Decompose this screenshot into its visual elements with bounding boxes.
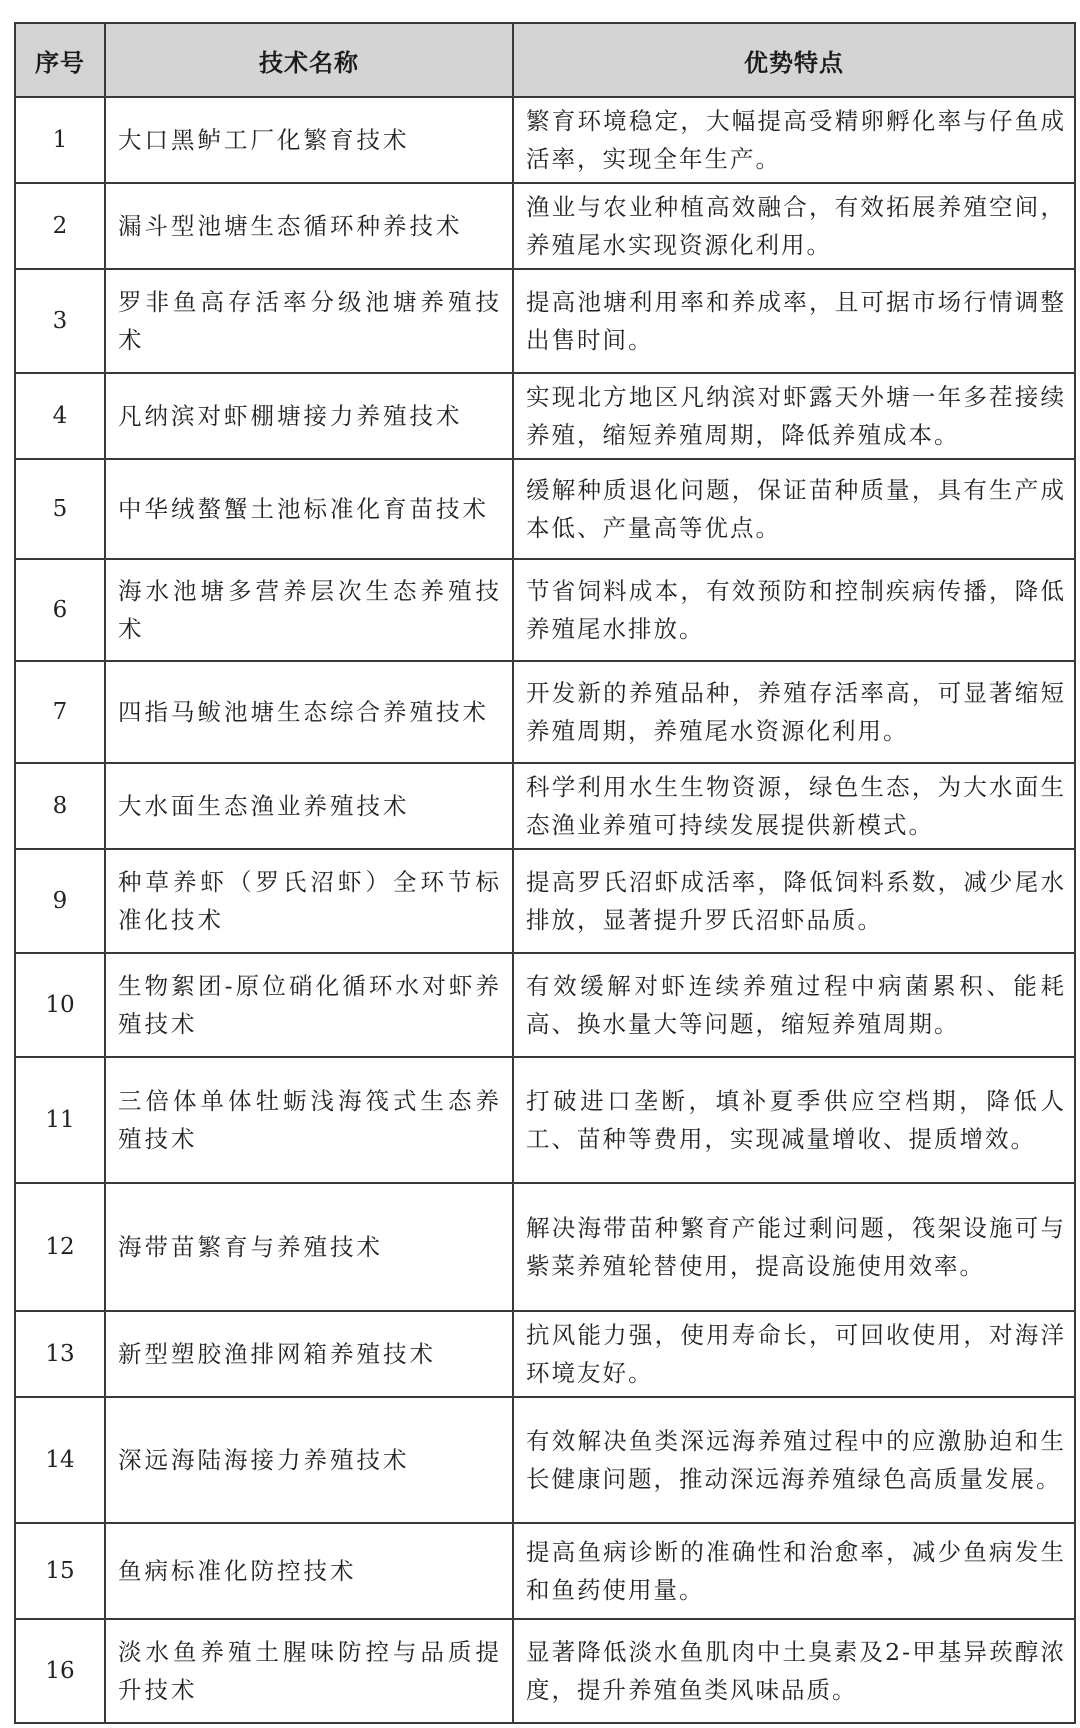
table-row: [15, 459, 1075, 559]
row-index: 4: [15, 373, 105, 459]
header-advantage: 优势特点: [513, 23, 1075, 97]
row-name: 大口黑鲈工厂化繁育技术: [105, 97, 513, 183]
table-row: [15, 559, 1075, 661]
row-index: 16: [15, 1619, 105, 1723]
row-index: 3: [15, 269, 105, 373]
table-row: [15, 953, 1075, 1057]
header-index: 序号: [15, 23, 105, 97]
row-advantage: 提高鱼病诊断的准确性和治愈率，减少鱼病发生和鱼药使用量。: [513, 1523, 1075, 1619]
row-index: 2: [15, 183, 105, 269]
row-name: 淡水鱼养殖土腥味防控与品质提升技术: [105, 1619, 513, 1723]
row-advantage: 实现北方地区凡纳滨对虾露天外塘一年多茬接续养殖，缩短养殖周期，降低养殖成本。: [513, 373, 1075, 459]
table-row: [15, 1183, 1075, 1311]
table-row: [15, 373, 1075, 459]
table-row: [15, 1619, 1075, 1723]
row-advantage: 抗风能力强，使用寿命长，可回收使用，对海洋环境友好。: [513, 1311, 1075, 1397]
row-index: 14: [15, 1397, 105, 1523]
cropped-title-remnant: [230, 0, 750, 8]
header-name: 技术名称: [105, 23, 513, 97]
row-index: 10: [15, 953, 105, 1057]
table-row: [15, 1057, 1075, 1183]
row-name: 三倍体单体牡蛎浅海筏式生态养殖技术: [105, 1057, 513, 1183]
row-advantage: 有效缓解对虾连续养殖过程中病菌累积、能耗高、换水量大等问题，缩短养殖周期。: [513, 953, 1075, 1057]
table-row: [15, 1311, 1075, 1397]
row-advantage: 解决海带苗种繁育产能过剩问题，筏架设施可与紫菜养殖轮替使用，提高设施使用效率。: [513, 1183, 1075, 1311]
table-row: [15, 661, 1075, 763]
row-name: 海带苗繁育与养殖技术: [105, 1183, 513, 1311]
row-name: 罗非鱼高存活率分级池塘养殖技术: [105, 269, 513, 373]
row-index: 11: [15, 1057, 105, 1183]
row-advantage: 渔业与农业种植高效融合，有效拓展养殖空间，养殖尾水实现资源化利用。: [513, 183, 1075, 269]
row-advantage: 提高罗氏沼虾成活率，降低饲料系数，减少尾水排放，显著提升罗氏沼虾品质。: [513, 849, 1075, 953]
row-name: 新型塑胶渔排网箱养殖技术: [105, 1311, 513, 1397]
row-name: 凡纳滨对虾棚塘接力养殖技术: [105, 373, 513, 459]
row-advantage: 提高池塘利用率和养成率，且可据市场行情调整出售时间。: [513, 269, 1075, 373]
row-index: 15: [15, 1523, 105, 1619]
row-advantage: 有效解决鱼类深远海养殖过程中的应激胁迫和生长健康问题，推动深远海养殖绿色高质量发展。: [513, 1397, 1075, 1523]
row-advantage: 打破进口垄断，填补夏季供应空档期，降低人工、苗种等费用，实现减量增收、提质增效。: [513, 1057, 1075, 1183]
table-header-row: [15, 23, 1075, 97]
table-row: [15, 183, 1075, 269]
row-name: 漏斗型池塘生态循环种养技术: [105, 183, 513, 269]
table-row: [15, 1397, 1075, 1523]
row-name: 深远海陆海接力养殖技术: [105, 1397, 513, 1523]
table-row: [15, 269, 1075, 373]
row-advantage: 科学利用水生生物资源，绿色生态，为大水面生态渔业养殖可持续发展提供新模式。: [513, 763, 1075, 849]
row-name: 生物絮团-原位硝化循环水对虾养殖技术: [105, 953, 513, 1057]
row-name: 种草养虾（罗氏沼虾）全环节标准化技术: [105, 849, 513, 953]
row-advantage: 显著降低淡水鱼肌肉中土臭素及2-甲基异莰醇浓度，提升养殖鱼类风味品质。: [513, 1619, 1075, 1723]
row-advantage: 缓解种质退化问题，保证苗种质量，具有生产成本低、产量高等优点。: [513, 459, 1075, 559]
row-index: 9: [15, 849, 105, 953]
table-row: [15, 1523, 1075, 1619]
row-name: 海水池塘多营养层次生态养殖技术: [105, 559, 513, 661]
table-row: [15, 763, 1075, 849]
row-index: 8: [15, 763, 105, 849]
row-name: 中华绒螯蟹土池标准化育苗技术: [105, 459, 513, 559]
row-name: 四指马鲅池塘生态综合养殖技术: [105, 661, 513, 763]
row-advantage: 开发新的养殖品种，养殖存活率高，可显著缩短养殖周期，养殖尾水资源化利用。: [513, 661, 1075, 763]
row-index: 6: [15, 559, 105, 661]
technology-table: [14, 22, 1076, 1724]
row-index: 12: [15, 1183, 105, 1311]
row-index: 5: [15, 459, 105, 559]
row-advantage: 节省饲料成本，有效预防和控制疾病传播，降低养殖尾水排放。: [513, 559, 1075, 661]
row-name: 大水面生态渔业养殖技术: [105, 763, 513, 849]
row-index: 1: [15, 97, 105, 183]
row-index: 7: [15, 661, 105, 763]
row-name: 鱼病标准化防控技术: [105, 1523, 513, 1619]
row-index: 13: [15, 1311, 105, 1397]
table-row: [15, 97, 1075, 183]
row-advantage: 繁育环境稳定，大幅提高受精卵孵化率与仔鱼成活率，实现全年生产。: [513, 97, 1075, 183]
table-row: [15, 849, 1075, 953]
